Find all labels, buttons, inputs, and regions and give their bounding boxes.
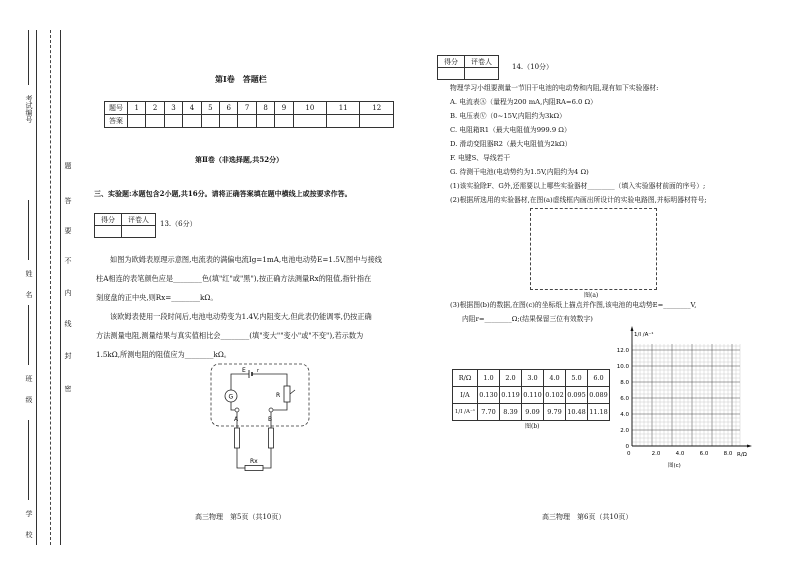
q13-line: 方法测量电阻,测量结果与真实值相比会________(填"变大""变小"或"不变"),若示数为 bbox=[96, 331, 364, 340]
variable-resistor bbox=[284, 386, 290, 402]
field-school-line[interactable] bbox=[28, 420, 29, 500]
data-table-b bbox=[452, 369, 610, 421]
question-number: 11 bbox=[327, 102, 360, 115]
x-axis-label: R/Ω bbox=[737, 452, 747, 458]
notice-char: 题 bbox=[64, 162, 72, 170]
wire bbox=[237, 458, 245, 468]
label-Rx: Rx bbox=[250, 458, 258, 465]
wire bbox=[273, 402, 287, 410]
equipment-item: D. 滑动变阻器R2（最大电阻值为2kΩ） bbox=[450, 140, 572, 148]
grader-cell[interactable] bbox=[122, 226, 156, 238]
field-name-line[interactable] bbox=[28, 200, 29, 260]
terminal-B bbox=[269, 408, 273, 412]
answer-cell[interactable] bbox=[146, 115, 164, 128]
answer-cell[interactable] bbox=[293, 115, 326, 128]
table-b-caption: 图(b) bbox=[525, 423, 540, 430]
figure-a-drawing-area[interactable] bbox=[530, 208, 657, 290]
q14-part2: (2)根据所选用的实验器材,在图(a)虚线框内画出所设计的实验电路图,并标明器材符号; bbox=[450, 196, 707, 204]
answer-row-label: 答案 bbox=[105, 115, 128, 128]
answer-cell[interactable] bbox=[183, 115, 201, 128]
table-cell: 10.48 bbox=[566, 404, 588, 421]
q14-intro: 物理学习小组要测量一节旧干电池的电动势和内阻,现有如下实验器材: bbox=[450, 84, 659, 92]
q13-line: 刻度盘的正中央,则Rx=________kΩ。 bbox=[96, 293, 218, 302]
y-tick-label: 2.0 bbox=[620, 428, 629, 434]
wire bbox=[263, 458, 271, 468]
answer-cell[interactable] bbox=[256, 115, 274, 128]
q13-line: 柱A相连的表笔颜色应是________色(填"红"或"黑"),按正确方法测量Rx的阻值,指针指在 bbox=[96, 274, 372, 283]
field-class-line[interactable] bbox=[28, 305, 29, 365]
resistor-slider bbox=[290, 390, 295, 394]
table-cell: 2.0 bbox=[500, 370, 522, 387]
test-probe-right bbox=[269, 428, 274, 448]
grader-cell[interactable] bbox=[465, 68, 499, 80]
meter-casing bbox=[211, 364, 309, 426]
x-tick-label: 8.0 bbox=[723, 451, 733, 457]
question-number: 12 bbox=[360, 102, 394, 115]
table-cell: 0.119 bbox=[500, 387, 522, 404]
test-probe-left bbox=[235, 428, 240, 448]
y-axis-arrow bbox=[631, 326, 634, 331]
y-tick-label: 12.0 bbox=[616, 348, 629, 354]
x-tick-label: 6.0 bbox=[699, 451, 709, 457]
answer-cell[interactable] bbox=[275, 115, 293, 128]
q13-line: 1.5kΩ,所测电阻的阻值应为________kΩ。 bbox=[96, 350, 231, 359]
table-cell: 5.0 bbox=[566, 370, 588, 387]
score-cell[interactable] bbox=[95, 226, 122, 238]
answer-table-header: 题号 bbox=[105, 102, 128, 115]
question-number: 10 bbox=[293, 102, 326, 115]
table-row bbox=[453, 387, 610, 404]
notice-char: 密 bbox=[64, 385, 72, 393]
row-label: I/A bbox=[453, 387, 478, 404]
label-A: A bbox=[234, 416, 239, 423]
wire bbox=[231, 402, 235, 410]
notice-char: 要 bbox=[64, 227, 72, 235]
field-school: 学校 bbox=[25, 510, 33, 552]
resistor-Rx bbox=[245, 466, 263, 471]
q13-label: 13.（6分） bbox=[160, 220, 197, 228]
terminal-A bbox=[235, 408, 239, 412]
notice-char: 线 bbox=[64, 320, 72, 328]
label-R: R bbox=[276, 392, 281, 399]
grid bbox=[632, 344, 740, 446]
field-name: 姓名 bbox=[25, 270, 33, 312]
question-number: 9 bbox=[275, 102, 293, 115]
section2-title: 第Ⅱ卷（非选择题,共52分） bbox=[195, 155, 284, 164]
label-G: G bbox=[228, 393, 234, 401]
answer-cell[interactable] bbox=[201, 115, 219, 128]
table-cell: 1.0 bbox=[478, 370, 500, 387]
figure-c-caption: 图(c) bbox=[668, 463, 681, 469]
equipment-item: C. 电阻箱R1（最大电阻值为999.9 Ω） bbox=[450, 126, 571, 134]
table-cell: 3.0 bbox=[522, 370, 544, 387]
right-page-footer: 高三物理 第6页（共10页） bbox=[542, 513, 633, 521]
y-tick-label: 10.0 bbox=[616, 364, 629, 370]
question-number: 3 bbox=[164, 102, 182, 115]
q14-part1: (1)该实验除F、G外,还需要以上哪些实验器材________（填入实验器材前面的序号）; bbox=[450, 182, 706, 190]
y-axis-label: 1/I /A⁻¹ bbox=[634, 332, 654, 338]
q13-text bbox=[96, 250, 396, 364]
binding-line-inner bbox=[60, 30, 61, 545]
question-number: 4 bbox=[183, 102, 201, 115]
x-tick-labels bbox=[627, 451, 733, 457]
score-cell[interactable] bbox=[438, 68, 465, 80]
x-tick-label: 0 bbox=[627, 451, 631, 457]
row-label: 1/I /A⁻¹ bbox=[453, 404, 478, 421]
question-number: 7 bbox=[238, 102, 256, 115]
q14-part3-line: 内阻r=________Ω;(结果保留三位有效数字) bbox=[462, 315, 593, 323]
equipment-item: G. 待测干电池(电动势约为1.5V,内阻约为4 Ω) bbox=[450, 168, 589, 176]
score-box-q13 bbox=[94, 213, 156, 238]
notice-char: 不 bbox=[64, 257, 72, 265]
score-label: 得分 bbox=[438, 56, 465, 68]
graph-paper-figure-c[interactable] bbox=[610, 322, 760, 472]
binding-dash-line bbox=[50, 30, 51, 545]
wire bbox=[252, 374, 287, 386]
label-E: E bbox=[242, 367, 246, 374]
answer-table bbox=[104, 101, 394, 128]
label-r: r bbox=[257, 368, 260, 374]
table-row bbox=[453, 370, 610, 387]
q13-line: 如图为欧姆表原理示意图,电流表的满偏电流Ig=1mA,电池电动势E=1.5V,图中与接线 bbox=[110, 255, 382, 264]
y-tick-label: 6.0 bbox=[620, 396, 629, 402]
question-number: 6 bbox=[220, 102, 238, 115]
part3-heading: 三、实验题:本题包含2小题,共16分。请将正确答案填在题中横线上或按要求作答。 bbox=[94, 189, 352, 198]
section1-title: 第Ⅰ卷 答题栏 bbox=[215, 74, 267, 84]
table-row bbox=[453, 404, 610, 421]
notice-char: 答 bbox=[64, 197, 72, 205]
equipment-item: A. 电流表Ⓐ（量程为200 mA,内阻RA=6.0 Ω） bbox=[450, 98, 597, 106]
grader-label: 评卷人 bbox=[122, 214, 156, 226]
equipment-item: B. 电压表Ⓥ（0~15V,内阻约为3kΩ） bbox=[450, 112, 566, 120]
table-cell: 0.130 bbox=[478, 387, 500, 404]
y-tick-labels bbox=[617, 348, 630, 450]
y-tick-label: 4.0 bbox=[620, 412, 629, 418]
table-cell: 0.102 bbox=[544, 387, 566, 404]
table-cell: 0.089 bbox=[588, 387, 610, 404]
table-cell: 0.110 bbox=[522, 387, 544, 404]
question-number: 5 bbox=[201, 102, 219, 115]
table-cell: 9.09 bbox=[522, 404, 544, 421]
y-tick-label: 8.0 bbox=[620, 380, 629, 386]
table-cell: 0.095 bbox=[566, 387, 588, 404]
field-exam-number-line[interactable] bbox=[28, 30, 29, 85]
notice-char: 内 bbox=[64, 289, 72, 297]
score-box-q14 bbox=[437, 55, 499, 80]
wire bbox=[231, 374, 249, 390]
answer-cell[interactable] bbox=[360, 115, 394, 128]
table-cell: 11.18 bbox=[588, 404, 610, 421]
table-cell: 7.70 bbox=[478, 404, 500, 421]
q14-body bbox=[450, 81, 770, 207]
q14-part3-line: (3)根据图(b)的数据,在图(c)的坐标纸上描点并作图,该电池的电动势E=________V, bbox=[450, 301, 697, 309]
q13-line: 该欧姆表使用一段时间后,电池电动势变为1.4V,内阻变大,但此表仍能调零,仍按正确 bbox=[110, 312, 372, 321]
answer-cell[interactable] bbox=[238, 115, 256, 128]
x-axis-arrow bbox=[747, 445, 752, 448]
x-tick-label: 2.0 bbox=[651, 451, 661, 457]
table-cell: 6.0 bbox=[588, 370, 610, 387]
ohmmeter-circuit-diagram bbox=[205, 362, 315, 482]
table-cell: 8.39 bbox=[500, 404, 522, 421]
question-number: 1 bbox=[128, 102, 146, 115]
y-tick-label: 0 bbox=[625, 444, 629, 450]
grader-label: 评卷人 bbox=[465, 56, 499, 68]
notice-char: 封 bbox=[64, 352, 72, 360]
score-label: 得分 bbox=[95, 214, 122, 226]
field-class: 班级 bbox=[25, 375, 33, 417]
answer-cell[interactable] bbox=[164, 115, 182, 128]
x-tick-label: 4.0 bbox=[675, 451, 685, 457]
table-cell: 9.79 bbox=[544, 404, 566, 421]
label-B: B bbox=[268, 416, 273, 423]
binding-line-outer bbox=[36, 30, 37, 545]
answer-cell[interactable] bbox=[220, 115, 238, 128]
row-label: R/Ω bbox=[453, 370, 478, 387]
left-page-footer: 高三物理 第5页（共10页） bbox=[195, 513, 286, 521]
figure-a-caption: 图(a) bbox=[584, 292, 599, 299]
answer-cell[interactable] bbox=[327, 115, 360, 128]
equipment-item: F. 电键S、导线若干 bbox=[450, 154, 511, 162]
question-number: 2 bbox=[146, 102, 164, 115]
table-cell: 4.0 bbox=[544, 370, 566, 387]
q14-label: 14.（10分） bbox=[512, 63, 554, 71]
field-exam-number: 考试编号 bbox=[25, 95, 33, 123]
answer-cell[interactable] bbox=[128, 115, 146, 128]
question-number: 8 bbox=[256, 102, 274, 115]
